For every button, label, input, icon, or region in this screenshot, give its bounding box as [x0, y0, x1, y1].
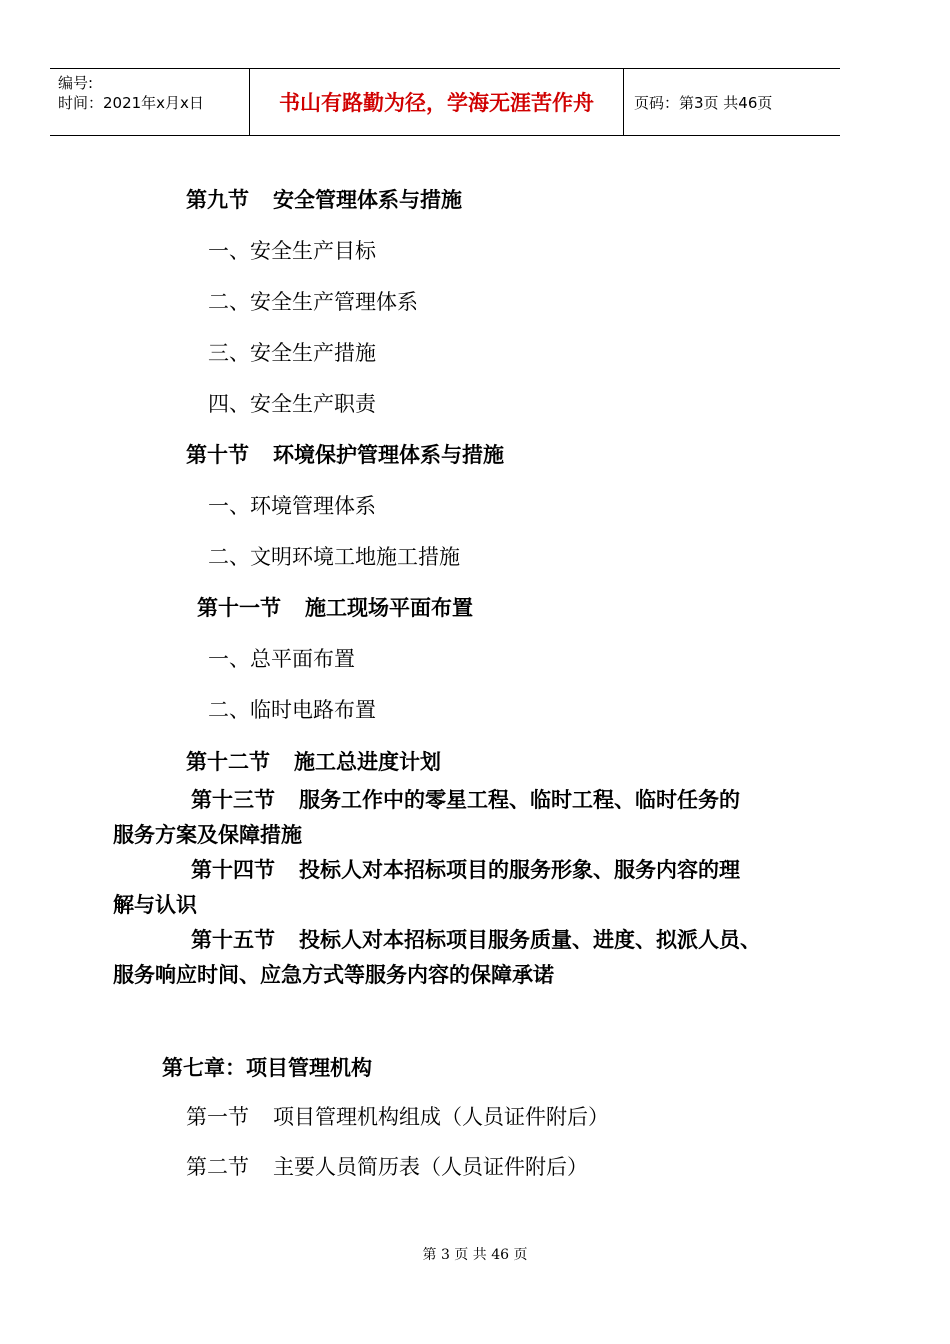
toc-item: 一、总平面布置: [208, 647, 355, 671]
toc-section-13-cont: 服务方案及保障措施: [113, 823, 302, 847]
number-label: 编号:: [58, 74, 94, 92]
toc-section-15-cont: 服务响应时间、应急方式等服务内容的保障承诺: [113, 963, 554, 987]
header-meta-cell: [50, 69, 250, 135]
toc-item: 二、临时电路布置: [208, 698, 376, 722]
toc-section-9: 第九节 安全管理体系与措施: [186, 188, 462, 212]
header-page-info: 页码：第3页 共46页: [634, 93, 773, 112]
toc-item: 四、安全生产职责: [208, 392, 376, 416]
toc-item: 二、安全生产管理体系: [208, 290, 418, 314]
toc-item: 三、安全生产措施: [208, 341, 376, 365]
chapter-7-title: 第七章：项目管理机构: [162, 1056, 372, 1080]
toc-item: 二、文明环境工地施工措施: [208, 545, 460, 569]
header-motto: 书山有路勤为径，学海无涯苦作舟: [250, 69, 624, 135]
toc-section-14-cont: 解与认识: [113, 893, 197, 917]
toc-item: 一、环境管理体系: [208, 494, 376, 518]
page-header: [50, 68, 840, 136]
chapter-7-section-2: 第二节 主要人员简历表（人员证件附后）: [186, 1155, 588, 1179]
page-footer: 第 3 页 共 46 页: [422, 1247, 528, 1263]
toc-section-14: 第十四节 投标人对本招标项目的服务形象、服务内容的理: [191, 858, 740, 882]
chapter-7-section-1: 第一节 项目管理机构组成（人员证件附后）: [186, 1105, 609, 1129]
toc-item: 一、安全生产目标: [208, 239, 376, 263]
toc-section-12: 第十二节 施工总进度计划: [186, 750, 441, 774]
toc-section-11: 第十一节 施工现场平面布置: [197, 596, 473, 620]
toc-section-13: 第十三节 服务工作中的零星工程、临时工程、临时任务的: [191, 788, 740, 812]
time-label: 时间：2021年x月x日: [58, 94, 204, 112]
toc-section-10: 第十节 环境保护管理体系与措施: [186, 443, 504, 467]
toc-section-15: 第十五节 投标人对本招标项目服务质量、进度、拟派人员、: [191, 928, 761, 952]
